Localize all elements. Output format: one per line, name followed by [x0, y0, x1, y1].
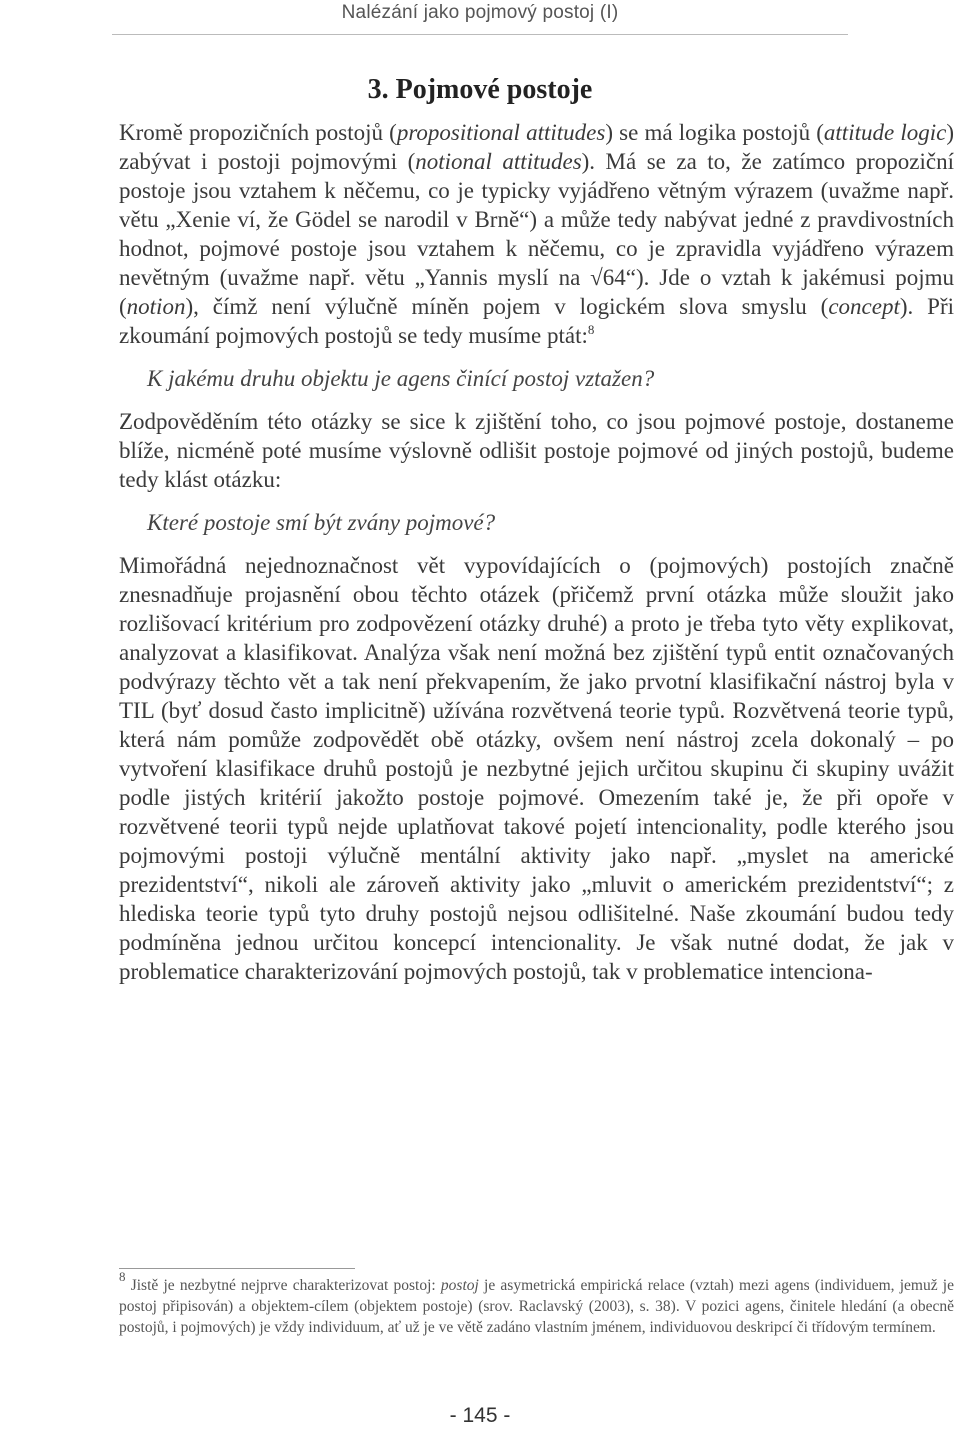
paragraph-1-italic: concept: [828, 294, 900, 319]
paragraph-1-text: ) zabývat i postoji pojmovými (: [119, 120, 955, 174]
running-header: Nalézání jako pojmový postoj (I): [341, 2, 619, 23]
footnote-reference[interactable]: 8: [587, 322, 595, 337]
paragraph-1: [119, 118, 954, 350]
page-number: - 145 -: [449, 1404, 511, 1427]
footnote-italic: postoj: [440, 1277, 479, 1294]
footnote-text-part: je asymetrická empirická relace (vztah) mezi agens (individuem, jemuž je postoj připisován) a objektem-cílem (objektem postoje) (srov. Raclavský (2003), s. 38). V pozici agens, činitele hledání (a obecně postojů, i pojmových) je vždy individuum, ať už je ve větě zadáno vlastním jménem, individuovou deskripcí či třídovým termínem.: [119, 1277, 954, 1336]
paragraph-1-italic: notion: [126, 294, 186, 319]
paragraph-1-italic: propositional attitudes: [396, 120, 606, 145]
paragraph-3: Mimořádná nejednoznačnost vět vypovídajících o (pojmových) postojích značně znesnadňuje projasnění obou těchto otázek (přičemž první otázka může sloužit jako rozlišovací kritérium pro zodpovězení otázky druhé) a proto je třeba tyto věty explikovat, analyzovat a klasifikovat. Analýza však není možná bez zjištění typů entit označovaných podvýrazy těchto vět a tak není překvapením, že jako prvotní klasifikační nástroj byla v TIL (byť dosud často implicitně) užívána rozvětvená teorie typů. Rozvětvená teorie typů, která nám pomůže zodpovědět obě otázky, ovšem není nástroj zcela dokonalý – po vytvoření klasifikace druhů postojů je nezbytné jejich určitou skupinu či skupiny uvážit podle jistých kritérií jakožto postoje pojmové. Omezením také je, že při opoře v rozvětvené teorii typů nejde uplatňovat takové pojetí intencionality, podle kterého jsou pojmovými postoji výlučně mentální aktivity jako např. „myslet na americké prezidentství“, nikoli ale zároveň aktivity jako „mluvit o americkém prezidentství“; z hlediska teorie typů tyto druhy postojů nejsou odlišitelné. Naše zkoumání budou tedy podmíněna jednou určitou koncepcí intencionality. Je však nutné dodat, že jak v problematice charakterizování pojmových postojů, tak v problematice intenciona-: [119, 553, 954, 984]
paragraph-1-text: ) se má logika postojů (: [605, 120, 824, 145]
section-title: 3. Pojmové postoje: [367, 74, 593, 105]
header-rule: [112, 34, 848, 35]
footnote-rule: [119, 1268, 355, 1269]
paragraph-1-text: Kromě propozičních postojů (: [119, 120, 397, 145]
paragraph-1-italic: attitude logic: [823, 120, 947, 145]
paragraph-1-text: ), čímž není výlučně míněn pojem v logickém slova smyslu (: [185, 294, 829, 319]
footnote-text-part: Jistě je nezbytné nejprve charakterizovat postoj:: [130, 1277, 441, 1294]
paragraph-1-text: ). Při zkoumání pojmových postojů se tedy musíme ptát:: [119, 294, 955, 348]
paragraph-2: Zodpověděním této otázky se sice k zjištění toho, co jsou pojmové postoje, dostaneme blíže, nicméně poté musíme výslovně odlišit postoje pojmové od jiných postojů, budeme tedy klást otázku:: [119, 409, 954, 492]
question-1: K jakému druhu objektu je agens činící postoj vztažen?: [147, 366, 655, 391]
footnote: [119, 1269, 954, 1338]
paragraph-1-text: ). Má se za to, že zatímco propoziční postoje jsou vztahem k něčemu, co je typicky vyjádřeno větným výrazem (uvažme např. větu „Xenie ví, že Gödel se narodil v Brně“) a může tedy nabývat jedné z pravdivostních hodnot, pojmové postoje jsou vztahem k něčemu, co je zpravidla vyjádřeno výrazem nevětným (uvažme např. větu „Yannis myslí na √64“). Jde o vztah k jakémusi pojmu (: [119, 149, 954, 319]
body-text: [119, 118, 954, 986]
footnote-text: [119, 1269, 954, 1338]
question-2: Které postoje smí být zvány pojmové?: [147, 510, 496, 535]
paragraph-1-italic: notional attitudes: [415, 149, 582, 174]
footnote-marker: 8: [119, 1269, 126, 1284]
